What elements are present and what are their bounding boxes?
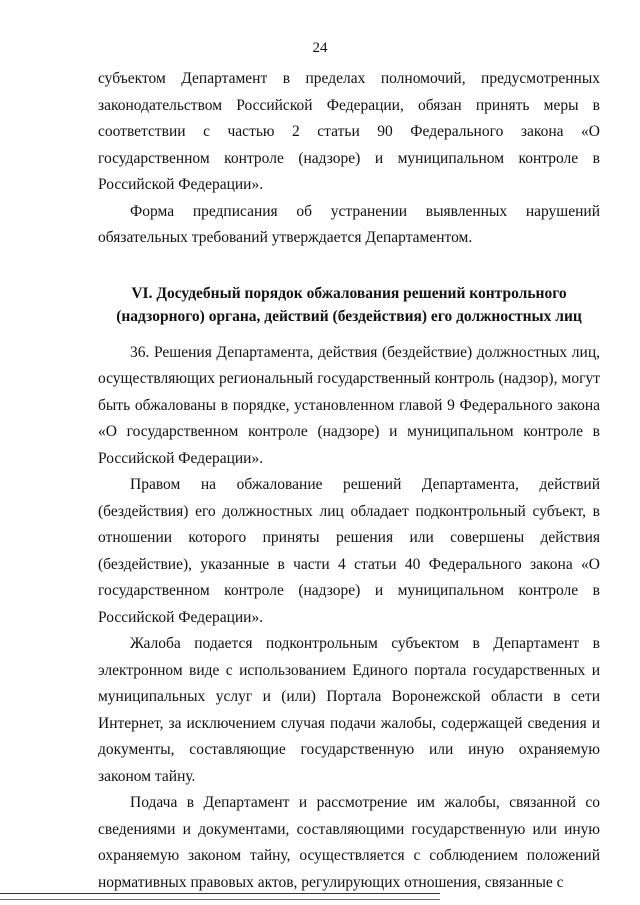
paragraph: 36. Решения Департамента, действия (бездействие) должностных лиц, осуществляющих региональный государственный контроль (надзор), могут быть обжалованы в порядке, установленном главой 9 Федерального закона «О государственном контроле (надзоре) и муниципальном контроле в Российской Федерации». [98, 343, 600, 467]
section-heading-line: VI. Досудебный порядок обжалования решений контрольного [131, 284, 567, 302]
paragraph: Подача в Департамент и рассмотрение им жалобы, связанной со сведениями и документами, составляющими государственную или иную охраняемую законом тайну, осуществляется с соблюдением положений нормативных правовых актов, регулирующих отношения, связанные с [98, 794, 600, 891]
footer-divider [0, 893, 440, 894]
section-heading-line: (надзорного) органа, действий (бездействия) его должностных лиц [116, 307, 582, 325]
section-heading [98, 282, 600, 328]
paragraph: Форма предписания об устранении выявленных нарушений обязательных требований утверждается Департаментом. [98, 202, 600, 246]
footer-divider [0, 899, 440, 900]
paragraph: субъектом Департамент в пределах полномочий, предусмотренных законодательством Российской Федерации, обязан принять меры в соответствии с частью 2 статьи 90 Федерального закона «О государственном контроле (надзоре) и муниципальном контроле в Российской Федерации». [98, 70, 600, 193]
paragraph: Жалоба подается подконтрольным субъектом в Департамент в электронном виде с использованием Единого портала государственных и муниципальных услуг и (или) Портала Воронежской области в сети Интернет, за исключением случая подачи жалобы, содержащей сведения и документы, составляющие государственную или иную охраняемую законом тайну. [98, 635, 600, 785]
document-body [98, 66, 600, 896]
page-number: 24 [312, 40, 328, 56]
paragraph: Правом на обжалование решений Департамента, действий (бездействия) его должностных лиц обладает подконтрольный субъект, в отношении которого приняты решения или совершены действия (бездействие), указанные в части 4 статьи 40 Федерального закона «О государственном контроле (надзоре) и муниципальном контроле в Российской Федерации». [98, 476, 600, 626]
